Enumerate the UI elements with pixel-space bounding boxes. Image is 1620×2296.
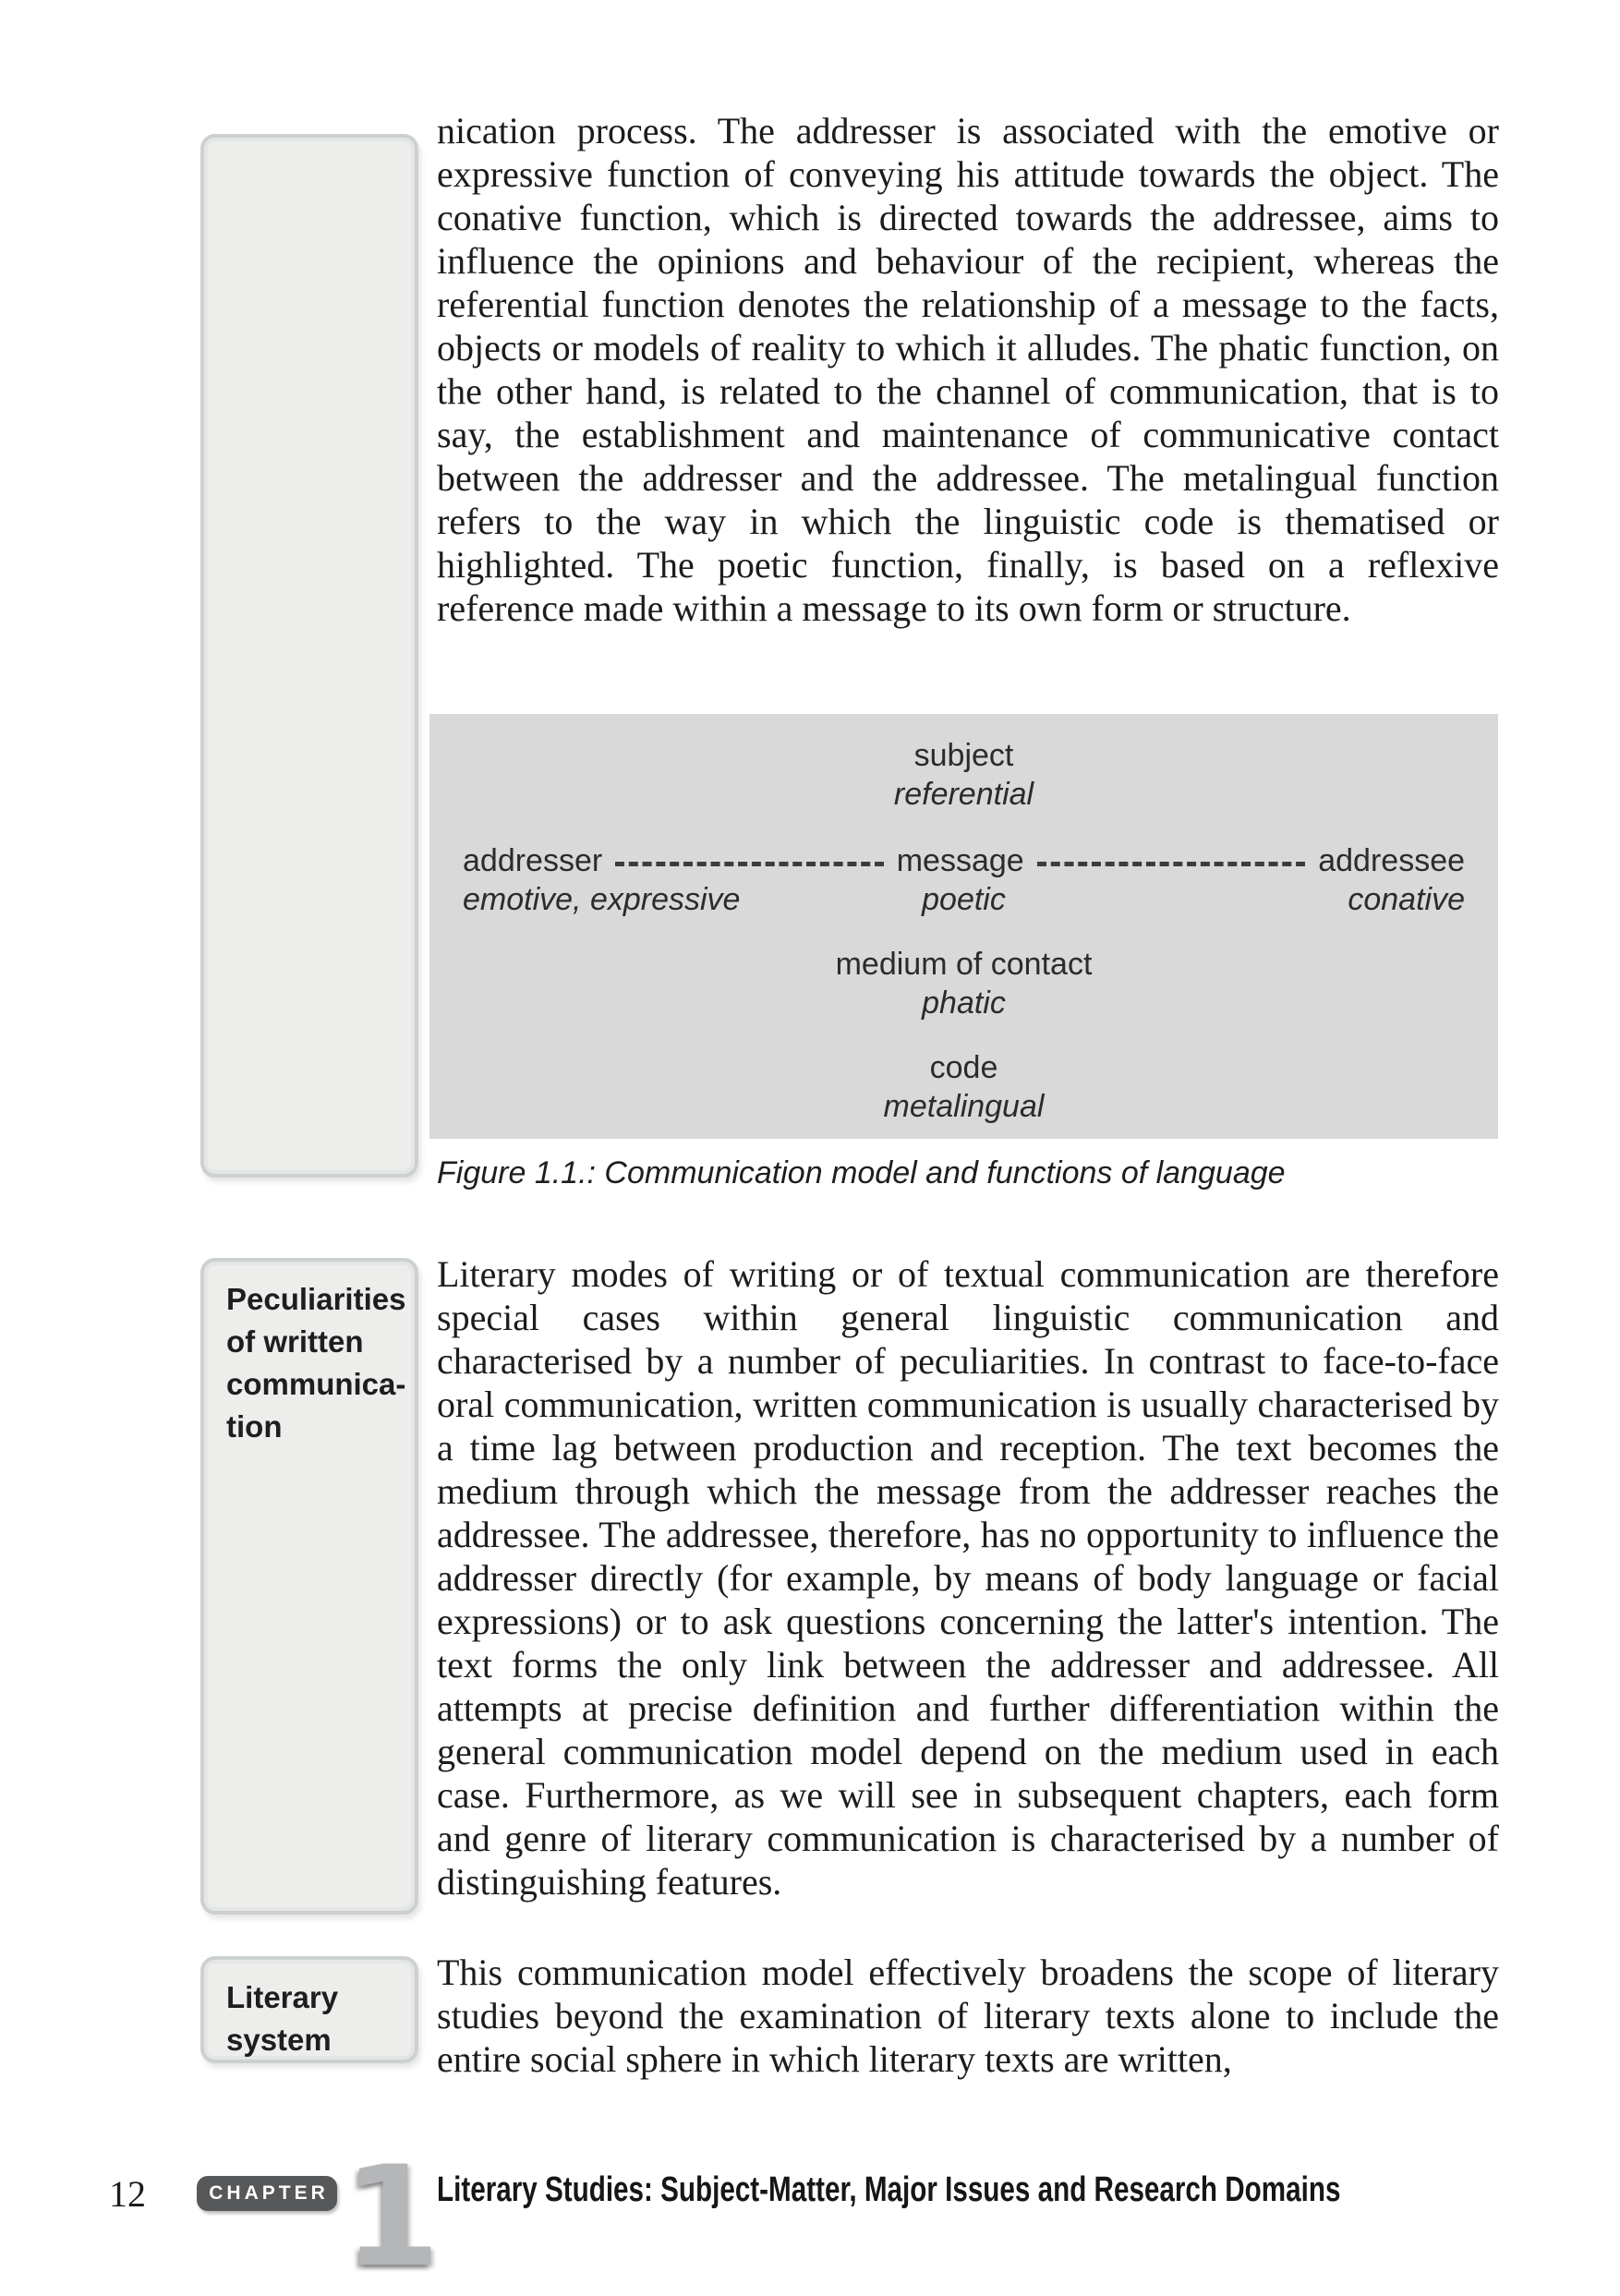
dashed-connector-left	[615, 862, 884, 866]
paragraph-literary-system: This communication model effectively broadens the scope of literary studies beyond the examination of literary texts alone to include the entire social sphere in which literary texts are written,	[437, 1952, 1499, 2080]
figure-contact-function: phatic	[922, 985, 1006, 1021]
margin-plate-peculiarities	[200, 1258, 418, 1915]
margin-plate-literary-system	[200, 1956, 418, 2063]
label-line: Literary	[226, 1980, 339, 2014]
figure-code-function: metalingual	[883, 1089, 1045, 1124]
margin-label-peculiarities	[204, 1262, 415, 1448]
label-line: tion	[226, 1409, 283, 1444]
margin-label-literary-system	[204, 1960, 415, 2061]
figure-axis-addressee: addressee	[1318, 843, 1466, 878]
figure-subject-term: subject	[913, 738, 1014, 773]
figure-code-term: code	[929, 1050, 998, 1085]
chapter-number-numeral: 1	[344, 2137, 441, 2296]
figure-caption: Figure 1.1.: Communication model and functions of language	[437, 1155, 1286, 1190]
figure-contact-term: medium of contact	[835, 947, 1093, 982]
figure-subject-function: referential	[893, 777, 1034, 812]
label-line: system	[226, 2023, 332, 2057]
figure-axis-row	[463, 841, 1465, 880]
figure-spacer	[463, 919, 1465, 945]
figure-axis-message: message	[896, 843, 1024, 878]
figure-function-poetic: poetic	[922, 882, 1006, 917]
chapter-badge-label: CHAPTER	[209, 2182, 329, 2204]
figure-function-conative: conative	[1348, 882, 1465, 917]
margin-plate-empty	[200, 134, 418, 1178]
figure-spacer	[463, 814, 1465, 841]
page-number: 12	[109, 2173, 146, 2215]
figure-communication-model	[429, 714, 1498, 1139]
paragraph-communication-functions: nication process. The addresser is associated with the emotive or expressive function of conveying his attitude towards the object. The conative function, which is directed towards the addressee, aims to influence the opinions and behaviour of the recipient, whereas the referential function denotes the relationship of a message to the facts, objects or models of reality to which it alludes. The phatic function, on the other hand, is related to the channel of communication, that is to say, the establishment and maintenance of communicative contact between the addresser and the addressee. The metalingual function refers to the way in which the linguistic code is thematised or highlighted. The poetic function, finally, is based on a reflexive reference made within a message to its own form or structure.	[437, 110, 1499, 629]
dashed-connector-right	[1037, 862, 1306, 866]
label-line: communica-	[226, 1367, 406, 1401]
paragraph-written-communication: Literary modes of writing or of textual communication are therefore special cases within general linguistic communication and characterised by a number of peculiarities. In contrast to face-to-face oral communication, written communication is usually characterised by a time lag between production and reception. The text becomes the medium through which the message from the addresser reaches the addressee. The addressee, therefore, has no opportunity to influence the addresser directly (for example, by means of body language or facial expressions) or to ask questions concerning the latter's intention. The text forms the only link between the addresser and addressee. All attempts at precise definition and further differentiation within the general communication model depend on the medium used in each case. Furthermore, as we will see in subsequent chapters, each form and genre of literary communication is characterised by a number of distinguishing features.	[437, 1253, 1499, 1903]
figure-function-emotive-expressive: emotive, expressive	[463, 882, 741, 917]
figure-axis-addresser: addresser	[463, 843, 603, 878]
label-line: of written	[226, 1324, 364, 1359]
figure-axis-functions-row	[463, 880, 1465, 919]
chapter-badge	[197, 2176, 337, 2211]
figure-spacer	[463, 1022, 1465, 1048]
label-line: Peculiarities	[226, 1282, 406, 1316]
running-footer-title: Literary Studies: Subject-Matter, Major Issues and Research Domains	[437, 2170, 1341, 2209]
